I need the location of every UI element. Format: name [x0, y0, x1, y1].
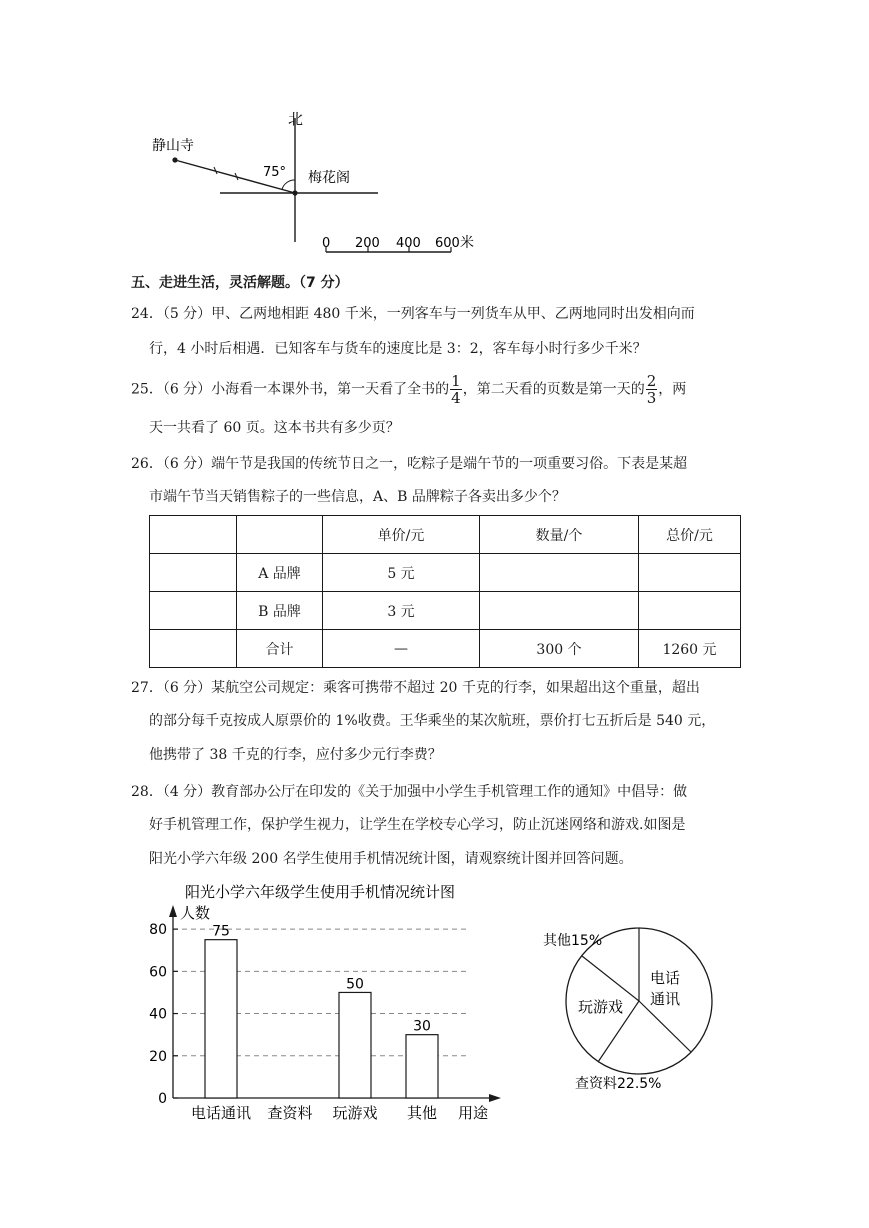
y-axis-arrow — [169, 905, 177, 917]
bar-chart — [140, 875, 510, 1130]
table-cell: 300 个 — [480, 630, 639, 668]
q26-line1: 26．（6 分）端午节是我国的传统节日之一，吃粽子是端午节的一项重要习俗。下表是某超 — [131, 456, 688, 472]
table-cell: A 品牌 — [237, 554, 323, 592]
x-axis-arrow — [489, 1094, 501, 1102]
chart-title: 阳光小学六年级学生使用手机情况统计图 — [185, 883, 456, 901]
q28-line2: 好手机管理工作，保护学生视力，让学生在学校专心学习，防止沉迷网络和游戏.如图是 — [149, 817, 686, 833]
y-tick-label: 40 — [149, 1006, 167, 1023]
q25-line2: 天一共看了 60 页。这本书共有多少页？ — [149, 420, 400, 436]
table-cell: 合计 — [237, 630, 323, 668]
table-row — [150, 554, 741, 592]
table-cell — [150, 516, 237, 554]
q28-line1: 28．（4 分）教育部办公厅在印发的《关于加强中小学生手机管理工作的通知》中倡导：做 — [131, 784, 688, 800]
scale-tick-400: 400 — [396, 236, 421, 251]
pie-label-research: 查资料22.5% — [575, 1076, 662, 1092]
pavilion-point — [292, 190, 297, 195]
bar-value-label: 50 — [346, 976, 364, 993]
table-cell: 单价/元 — [323, 516, 480, 554]
table-cell: 5 元 — [323, 554, 480, 592]
q27-line2: 的部分每千克按成人原票价的 1%收费。王华乘坐的某次航班，票价打七五折后是 540 元， — [149, 713, 716, 729]
bar — [406, 1035, 438, 1098]
table-cell — [480, 592, 639, 630]
table-cell — [639, 554, 741, 592]
q27-line3: 他携带了 38 千克的行李，应付多少元行李费？ — [149, 747, 442, 763]
x-axis-label: 用途 — [458, 1104, 489, 1122]
scale-unit: 米 — [460, 235, 474, 251]
table-cell — [150, 554, 237, 592]
bar-value-label: 75 — [212, 923, 230, 940]
table-cell: 总价/元 — [639, 516, 741, 554]
category-label: 其他 — [406, 1104, 438, 1122]
angle-label: 75° — [263, 165, 287, 180]
q24-line2: 行，4 小时后相遇．已知客车与货车的速度比是 3：2，客车每小时行多少千米？ — [149, 341, 647, 357]
bar — [339, 992, 371, 1098]
scale-tick-600: 600 — [435, 236, 460, 251]
y-axis-label: 人数 — [180, 904, 211, 922]
pie-label-games: 玩游戏 — [578, 998, 624, 1016]
sales-table — [149, 515, 741, 668]
pie-label-other: 其他15% — [543, 933, 603, 949]
pie-divider — [582, 956, 639, 1001]
table-row — [150, 592, 741, 630]
pie-label-phone-line1: 电话 — [650, 969, 681, 987]
y-tick-label: 0 — [158, 1091, 167, 1107]
temple-label: 静山寺 — [152, 138, 194, 154]
table-cell — [150, 630, 237, 668]
scale-tick-200: 200 — [355, 236, 380, 251]
q28-line3: 阳光小学六年级 200 名学生使用手机情况统计图，请观察统计图并回答问题。 — [149, 851, 633, 867]
category-label: 电话通讯 — [190, 1104, 252, 1122]
q24-line1: 24．（5 分）甲、乙两地相距 480 千米，一列客车与一列货车从甲、乙两地同时出发相向而 — [131, 306, 695, 322]
table-cell: 1260 元 — [639, 630, 741, 668]
angle-arc — [282, 180, 295, 190]
temple-point — [172, 157, 177, 162]
table-cell: — — [323, 630, 480, 668]
scale-tick-0: 0 — [322, 236, 331, 251]
pie-label-phone-line2: 通讯 — [650, 990, 681, 1008]
q26-line2: 市端午节当天销售粽子的一些信息，A、B 品牌粽子各卖出多少个？ — [149, 489, 566, 505]
y-tick-label: 20 — [149, 1048, 167, 1065]
bar-value-label: 30 — [413, 1018, 431, 1035]
direction-map — [140, 100, 490, 265]
bar — [205, 940, 237, 1098]
category-label: 查资料 — [267, 1104, 313, 1122]
q25-text-b: ，第二天看的页数是第一天的 — [462, 381, 645, 398]
pavilion-label: 梅花阁 — [308, 170, 350, 186]
table-cell: 数量/个 — [480, 516, 639, 554]
table-cell — [480, 554, 639, 592]
table-cell — [150, 592, 237, 630]
q25-line1 — [131, 373, 686, 406]
pie-divider — [639, 1001, 691, 1052]
y-tick-label: 80 — [149, 922, 167, 939]
q27-line1: 27．（6 分）某航空公司规定：乘客可携带不超过 20 千克的行李，如果超出这个重量，超出 — [131, 680, 700, 696]
category-label: 玩游戏 — [332, 1104, 378, 1122]
section-heading: 五、走进生活，灵活解题。（7 分） — [131, 275, 349, 291]
table-cell — [639, 592, 741, 630]
table-cell — [237, 516, 323, 554]
q25-text-c: ，两 — [658, 381, 687, 398]
north-label: 北 — [288, 110, 304, 128]
pie-chart — [535, 925, 725, 1095]
q25-text-a: 25．（6 分）小海看一本课外书，第一天看了全书的 — [131, 381, 450, 398]
table-cell: B 品牌 — [237, 592, 323, 630]
fraction-two-thirds: $\frac{2}{3}$ — [646, 372, 657, 407]
fraction-one-quarter: $\frac{1}{4}$ — [451, 372, 461, 407]
y-tick-label: 60 — [149, 964, 167, 981]
table-row — [150, 630, 741, 668]
table-header-row — [150, 516, 741, 554]
table-cell: 3 元 — [323, 592, 480, 630]
